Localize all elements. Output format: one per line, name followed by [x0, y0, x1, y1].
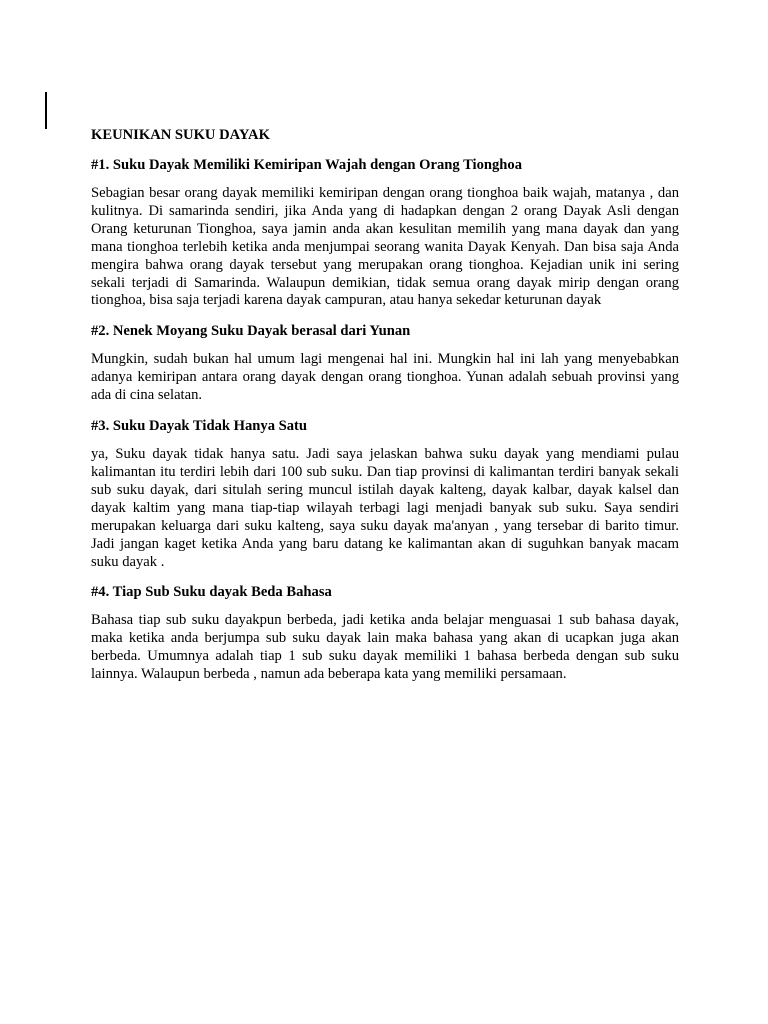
section-paragraph: Sebagian besar orang dayak memiliki kemiripan dengan orang tionghoa baik wajah, matanya , dan kulitnya. Di samarinda sendiri, jika Anda yang di hadapkan dengan 2 orang Dayak Asli dengan Orang keturunan Tionghoa, saya jamin anda akan kesulitan memilih yang mana dayak dan yang mana tionghoa terlebih ketika anda menjumpai seorang wanita Dayak Kenyah. Dan bisa saja Anda mengira bahwa orang dayak tersebut yang merupakan orang tionghoa. Kejadian unik ini sering sekali terjadi di Samarinda. Walaupun demikian, tidak semua orang dayak mirip dengan orang tionghoa, bisa saja terjadi karena dayak campuran, atau hanya sekedar keturunan dayak	[91, 185, 679, 309]
section-4	[91, 582, 679, 684]
document-page	[91, 125, 679, 695]
section-paragraph: ya, Suku dayak tidak hanya satu. Jadi saya jelaskan bahwa suku dayak yang mendiami pulau kalimantan itu terdiri lebih dari 100 sub suku. Dan tiap provinsi di kalimantan terdiri banyak sekali sub suku dayak, dari situlah sering muncul istilah dayak kalteng, dayak kalbar, dayak kalsel dan dayak kaltim yang mana tiap-tiap wilayah terbagi lagi menjadi banyak sub suku. Saya sendiri merupakan keluarga dari suku kalteng, saya suku dayak ma'anyan , yang tersebar di barito timur. Jadi jangan kaget ketika Anda yang baru datang ke kalimantan akan di suguhkan banyak macam suku dayak .	[91, 446, 679, 570]
section-3	[91, 416, 679, 571]
section-2	[91, 321, 679, 405]
section-heading: #2. Nenek Moyang Suku Dayak berasal dari Yunan	[91, 323, 411, 340]
section-paragraph: Bahasa tiap sub suku dayakpun berbeda, jadi ketika anda belajar menguasai 1 sub bahasa dayak, maka ketika anda berjumpa sub suku dayak lain maka bahasa yang akan di ucapkan juga akan berbeda. Umumnya adalah tiap 1 sub suku dayak memiliki 1 bahasa berbeda dengan sub suku lainnya. Walaupun berbeda , namun ada beberapa kata yang memiliki persamaan.	[91, 612, 679, 683]
section-1	[91, 155, 679, 310]
text-cursor	[45, 92, 47, 129]
section-heading: #4. Tiap Sub Suku dayak Beda Bahasa	[91, 584, 332, 601]
section-heading: #1. Suku Dayak Memiliki Kemiripan Wajah dengan Orang Tionghoa	[91, 157, 523, 173]
document-title: KEUNIKAN SUKU DAYAK	[91, 127, 270, 143]
section-paragraph: Mungkin, sudah bukan hal umum lagi mengenai hal ini. Mungkin hal ini lah yang menyebabkan adanya kemiripan antara orang dayak dengan orang tionghoa. Yunan adalah sebuah provinsi yang ada di cina selatan.	[91, 351, 679, 404]
section-heading: #3. Suku Dayak Tidak Hanya Satu	[91, 418, 308, 435]
